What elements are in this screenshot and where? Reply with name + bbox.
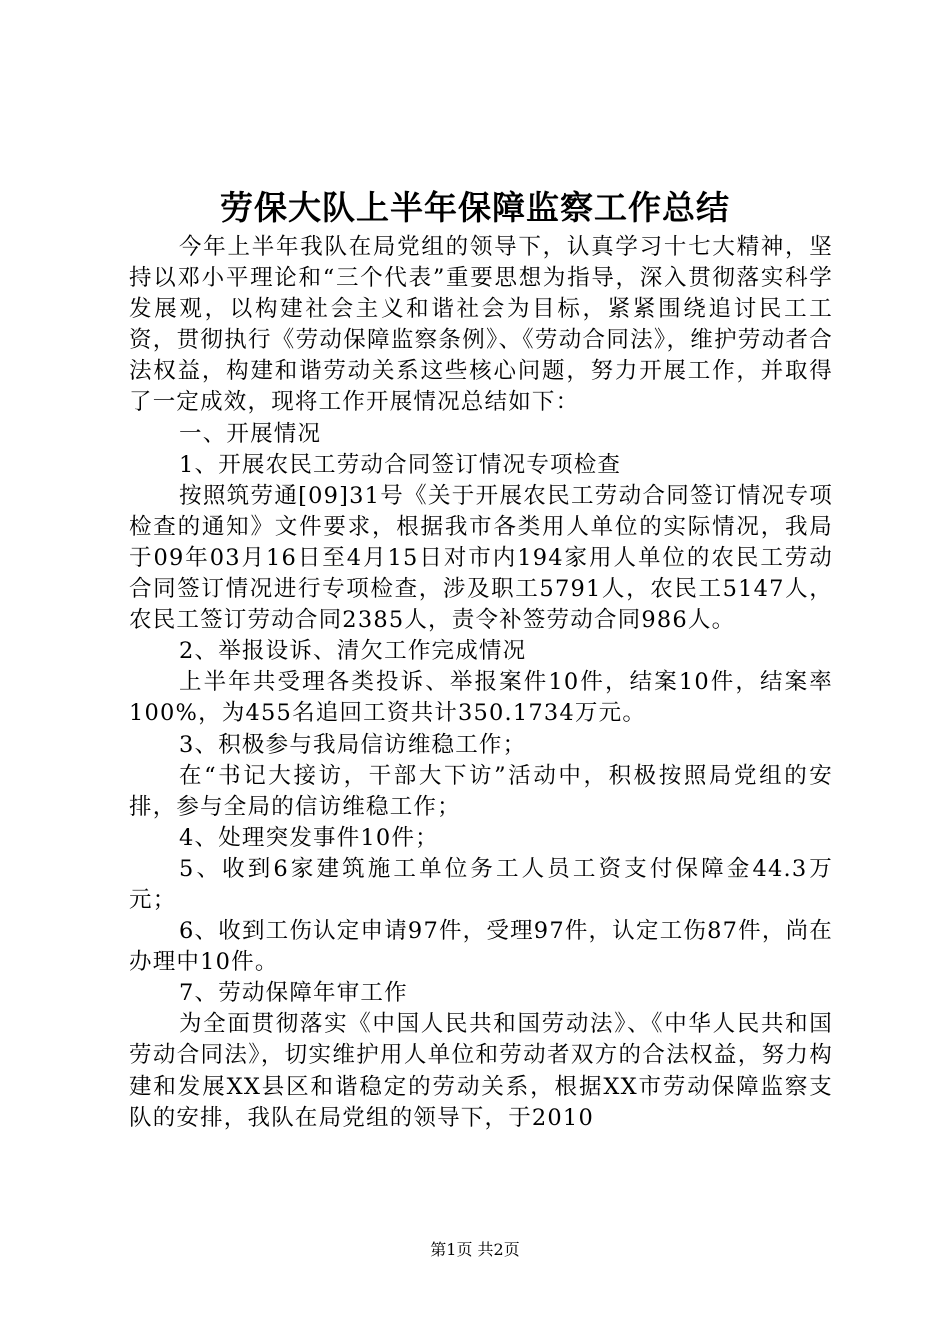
item-1-heading: 1、开展农民工劳动合同签订情况专项检查 (179, 451, 622, 478)
item-5: 5、收到6家建筑施工单位务工人员工资支付保障金44.3万元； (129, 855, 833, 913)
document-title: 劳保大队上半年保障监察工作总结 (220, 188, 730, 227)
item-7-body: 为全面贯彻落实《中国人民共和国劳动法》、《中华人民共和国劳动合同法》，切实维护用人单位和劳动者双方的合法权益，努力构建和发展XX县区和谐稳定的劳动关系，根据XX市劳动保障监察支队的安排，我队在局党组的领导下，于2010 (129, 1011, 833, 1131)
item-6: 6、收到工伤认定申请97件，受理97件，认定工伤87件，尚在办理中10件。 (129, 918, 833, 976)
item-4: 4、处理突发事件10件； (179, 824, 439, 851)
item-7-heading: 7、劳动保障年审工作 (179, 980, 408, 1007)
document-body (129, 232, 833, 1134)
item-1-body: 按照筑劳通[09]31号《关于开展农民工劳动合同签订情况专项检查的通知》文件要求，根据我市各类用人单位的实际情况，我局于09年03月16日至4月15日对市内194家用人单位的农民工劳动合同签订情况进行专项检查，涉及职工5791人，农民工5147人，农民工签订劳动合同2385人，责令补签劳动合同986人。 (129, 482, 833, 634)
intro-paragraph: 今年上半年我队在局党组的领导下，认真学习十七大精神，坚持以邓小平理论和“三个代表”重要思想为指导，深入贯彻落实科学发展观，以构建社会主义和谐社会为目标，紧紧围绕追讨民工工资，贯彻执行《劳动保障监察条例》、《劳动合同法》，维护劳动者合法权益，构建和谐劳动关系这些核心问题，努力开展工作，并取得了一定成效，现将工作开展情况总结如下： (129, 234, 833, 416)
section-heading-1: 一、开展情况 (179, 420, 322, 447)
item-3-body: 在“书记大接访，干部大下访”活动中，积极按照局党组的安排，参与全局的信访维稳工作； (129, 762, 833, 820)
item-2-body: 上半年共受理各类投诉、举报案件10件，结案10件，结案率100%，为455名追回工资共计350.1734万元。 (129, 669, 833, 727)
item-2-heading: 2、举报设诉、清欠工作完成情况 (179, 638, 527, 665)
item-3-heading: 3、积极参与我局信访维稳工作； (179, 731, 527, 758)
page-number-footer: 第1页 共2页 (430, 1240, 520, 1259)
